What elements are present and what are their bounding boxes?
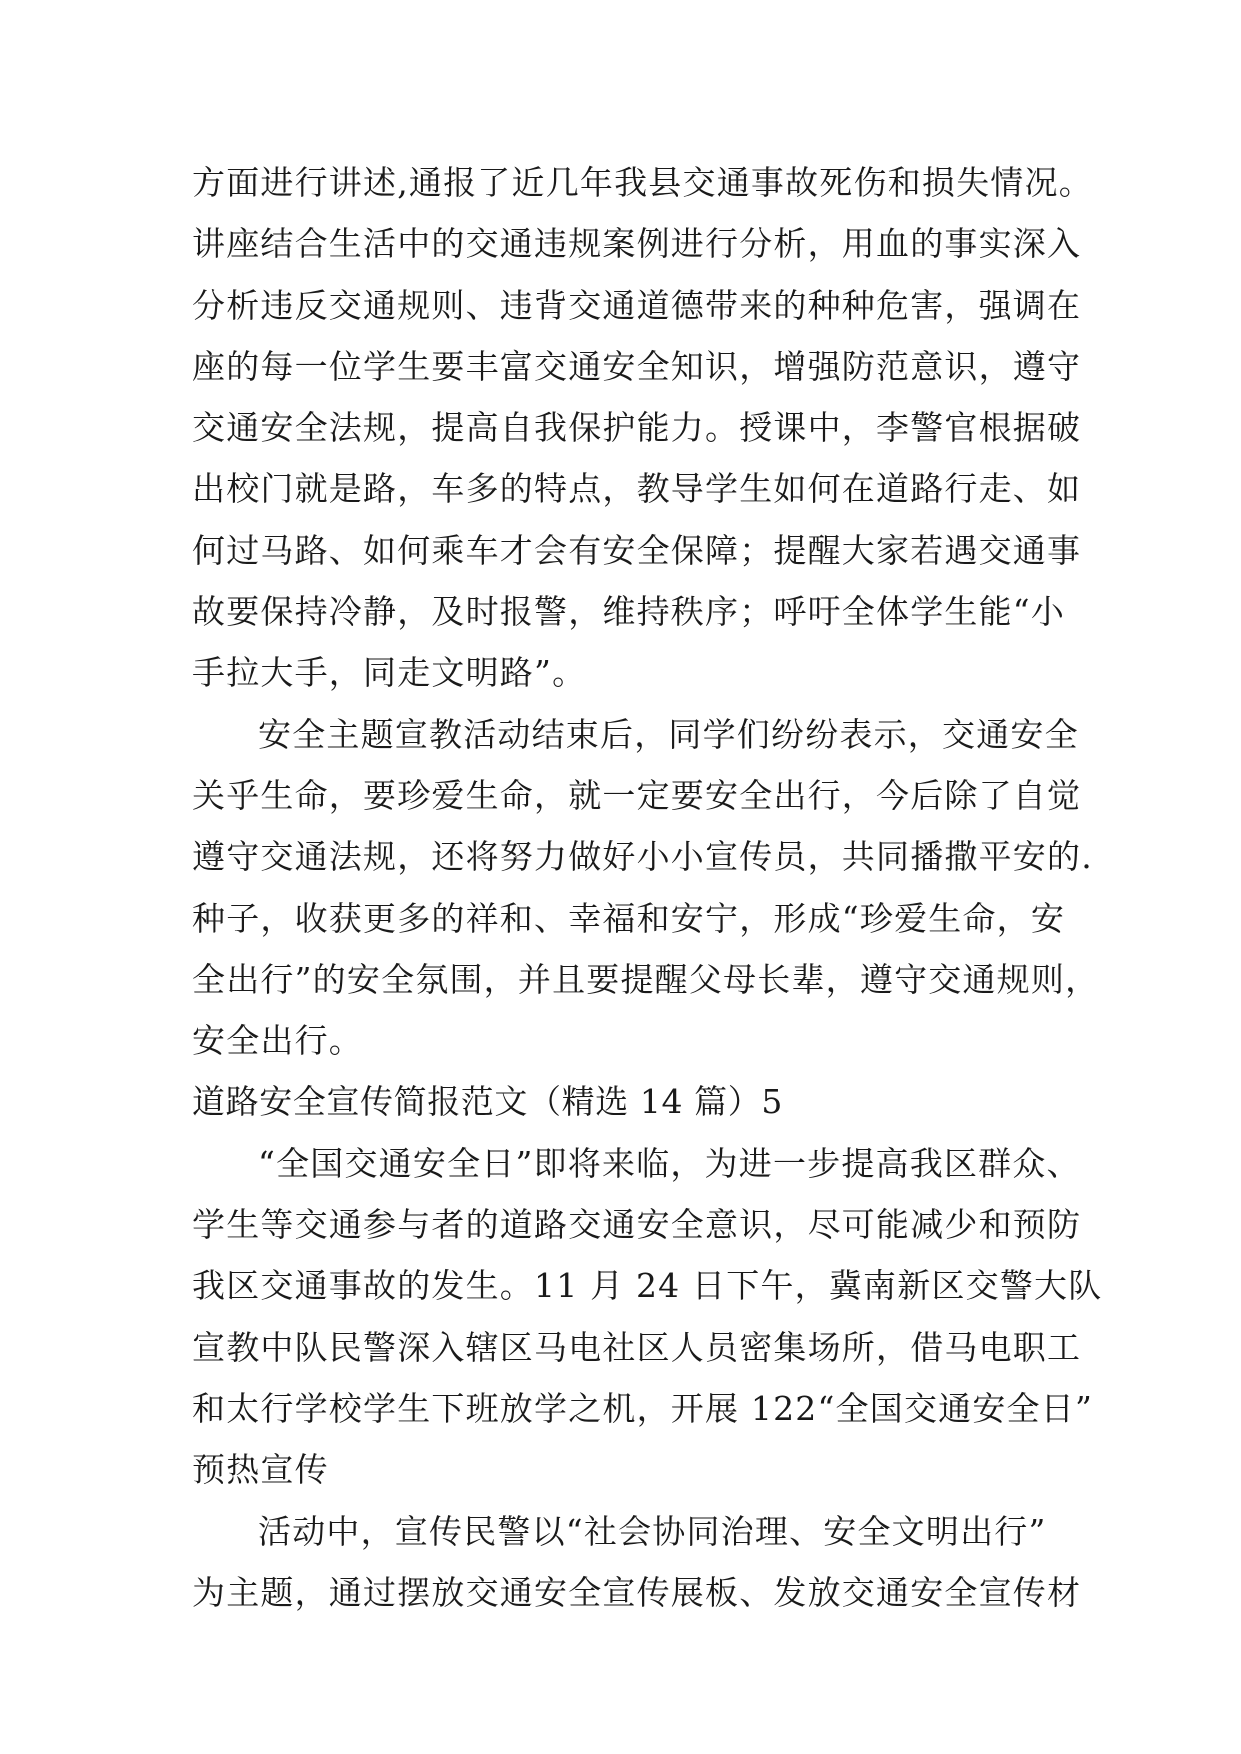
paragraph-first-line: 安全主题宣教活动结束后，同学们纷纷表示，交通安全 (258, 714, 1079, 754)
body-text-line: 为主题，通过摆放交通安全宣传展板、发放交通安全宣传材 (192, 1572, 1082, 1612)
body-text-line: 方面进行讲述,通报了近几年我县交通事故死伤和损失情况。 (192, 163, 1093, 202)
body-text-line: 何过马路、如何乘车才会有安全保障；提醒大家若遇交通事 (192, 530, 1082, 570)
body-text-line: 学生等交通参与者的道路交通安全意识，尽可能减少和预防 (192, 1205, 1082, 1245)
body-text-line: 出校门就是路，车多的特点，教导学生如何在道路行走、如 (192, 469, 1082, 509)
document-body (192, 152, 1103, 1623)
body-text-line: 宣教中队民警深入辖区马电社区人员密集场所，借马电职工 (192, 1327, 1082, 1367)
body-text-line: 座的每一位学生要丰富交通安全知识，增强防范意识，遵守 (192, 346, 1082, 386)
body-text-line: 我区交通事故的发生。11 月 24 日下午，冀南新区交警大队 (192, 1266, 1103, 1306)
body-text-line: 遵守交通法规，还将努力做好小小宣传员，共同播撒平安的. (192, 837, 1093, 877)
paragraph-first-line: 活动中，宣传民警以“社会协同治理、安全文明出行” (258, 1511, 1047, 1551)
body-text-line: 分析违反交通规则、违背交通道德带来的种种危害，强调在 (192, 285, 1082, 325)
body-text-line: 和太行学校学生下班放学之机，开展 122“全国交通安全日” (192, 1388, 1094, 1428)
body-text-line: 安全出行。 (192, 1021, 363, 1061)
body-text-line: 预热宣传 (192, 1450, 329, 1490)
body-text-line: 故要保持冷静，及时报警，维持秩序；呼吁全体学生能“小 (192, 592, 1066, 632)
body-text-line: 交通安全法规，提高自我保护能力。授课中，李警官根据破 (192, 408, 1082, 448)
body-text-line: 全出行”的安全氛围，并且要提醒父母长辈，遵守交通规则， (192, 959, 1100, 999)
body-text-line: 讲座结合生活中的交通违规案例进行分析，用血的事实深入 (192, 224, 1082, 264)
paragraph-first-line: “全国交通安全日”即将来临，为进一步提高我区群众、 (258, 1143, 1081, 1183)
body-text-line: 关乎生命，要珍爱生命，就一定要安全出行，今后除了自觉 (192, 775, 1082, 815)
body-text-line: 种子，收获更多的祥和、幸福和安宁，形成“珍爱生命，安 (192, 898, 1066, 938)
body-text-line: 手拉大手，同走文明路”。 (192, 653, 587, 693)
section-heading: 道路安全宣传简报范文（精选 14 篇）5 (192, 1082, 783, 1122)
